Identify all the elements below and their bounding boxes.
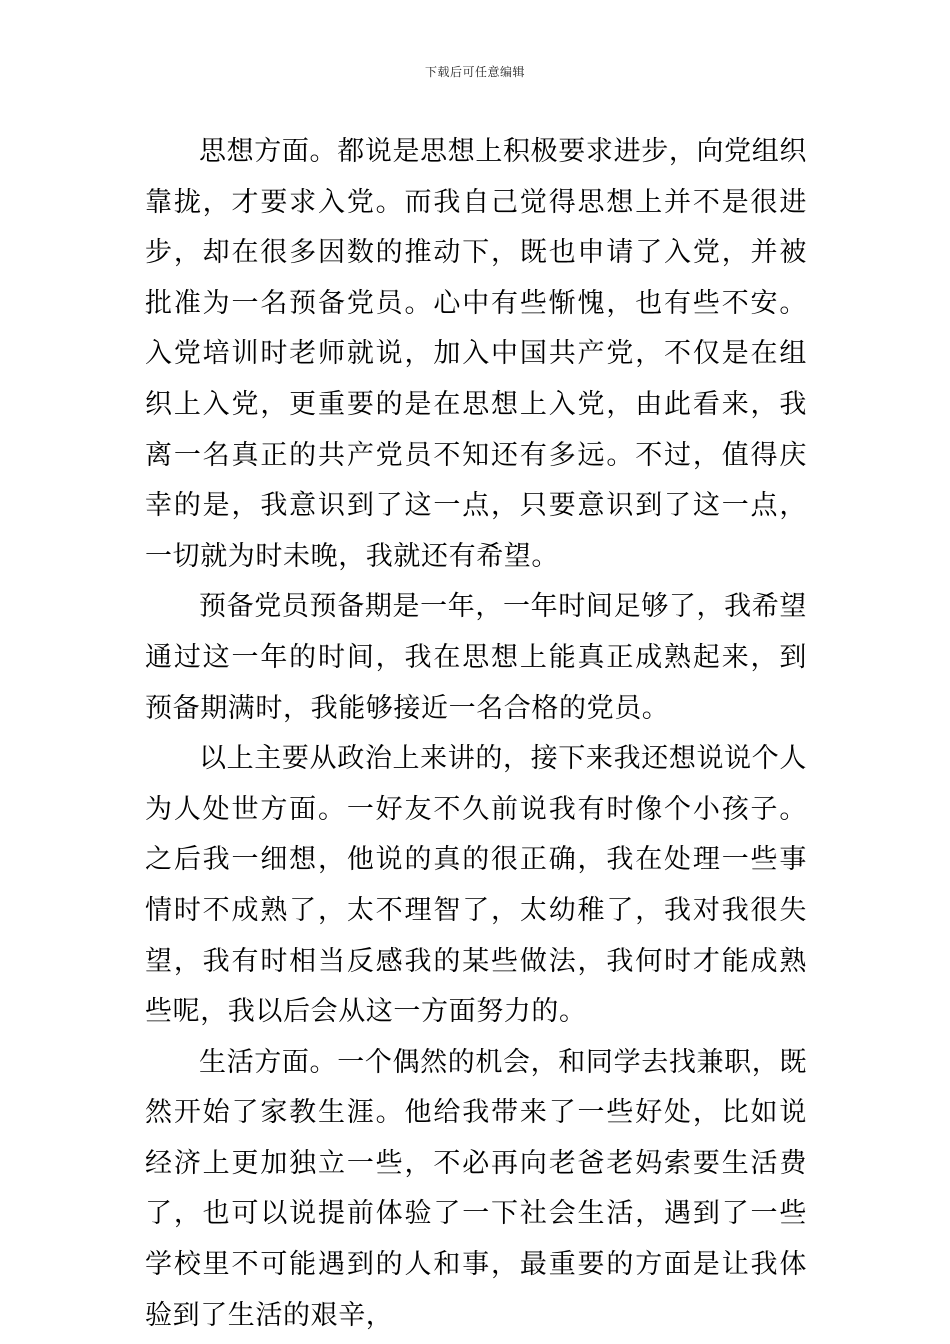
paragraph-probation: 预备党员预备期是一年，一年时间足够了，我希望通过这一年的时间，我在思想上能真正成熟起来，到预备期满时，我能够接近一名合格的党员。 [145, 591, 807, 724]
paragraph-conduct: 以上主要从政治上来讲的，接下来我还想说说个人为人处世方面。一好友不久前说我有时像个小孩子。之后我一细想，他说的真的很正确，我在处理一些事情时不成熟了，太不理智了，太幼稚了，我对我很失望，我有时相当反感我的某些做法，我何时才能成熟些呢，我以后会从这一方面努力的。 [145, 743, 807, 1028]
document-body [145, 127, 807, 1341]
page-header-note: 下载后可任意编辑 [424, 65, 525, 79]
paragraph-life: 生活方面。一个偶然的机会，和同学去找兼职，既然开始了家教生涯。他给我带来了一些好处，比如说经济上更加独立一些，不必再向老爸老妈索要生活费了，也可以说提前体验了一下社会生活，遇到了一些学校里不可能遇到的人和事，最重要的方面是让我体验到了生活的艰辛， [145, 1046, 807, 1331]
paragraph-thought: 思想方面。都说是思想上积极要求进步，向党组织靠拢，才要求入党。而我自己觉得思想上并不是很进步，却在很多因数的推动下，既也申请了入党，并被批准为一名预备党员。心中有些惭愧，也有些不安。入党培训时老师就说，加入中国共产党，不仅是在组织上入党，更重要的是在思想上入党，由此看来，我离一名真正的共产党员不知还有多远。不过，值得庆幸的是，我意识到了这一点，只要意识到了这一点，一切就为时未晚，我就还有希望。 [145, 136, 807, 572]
